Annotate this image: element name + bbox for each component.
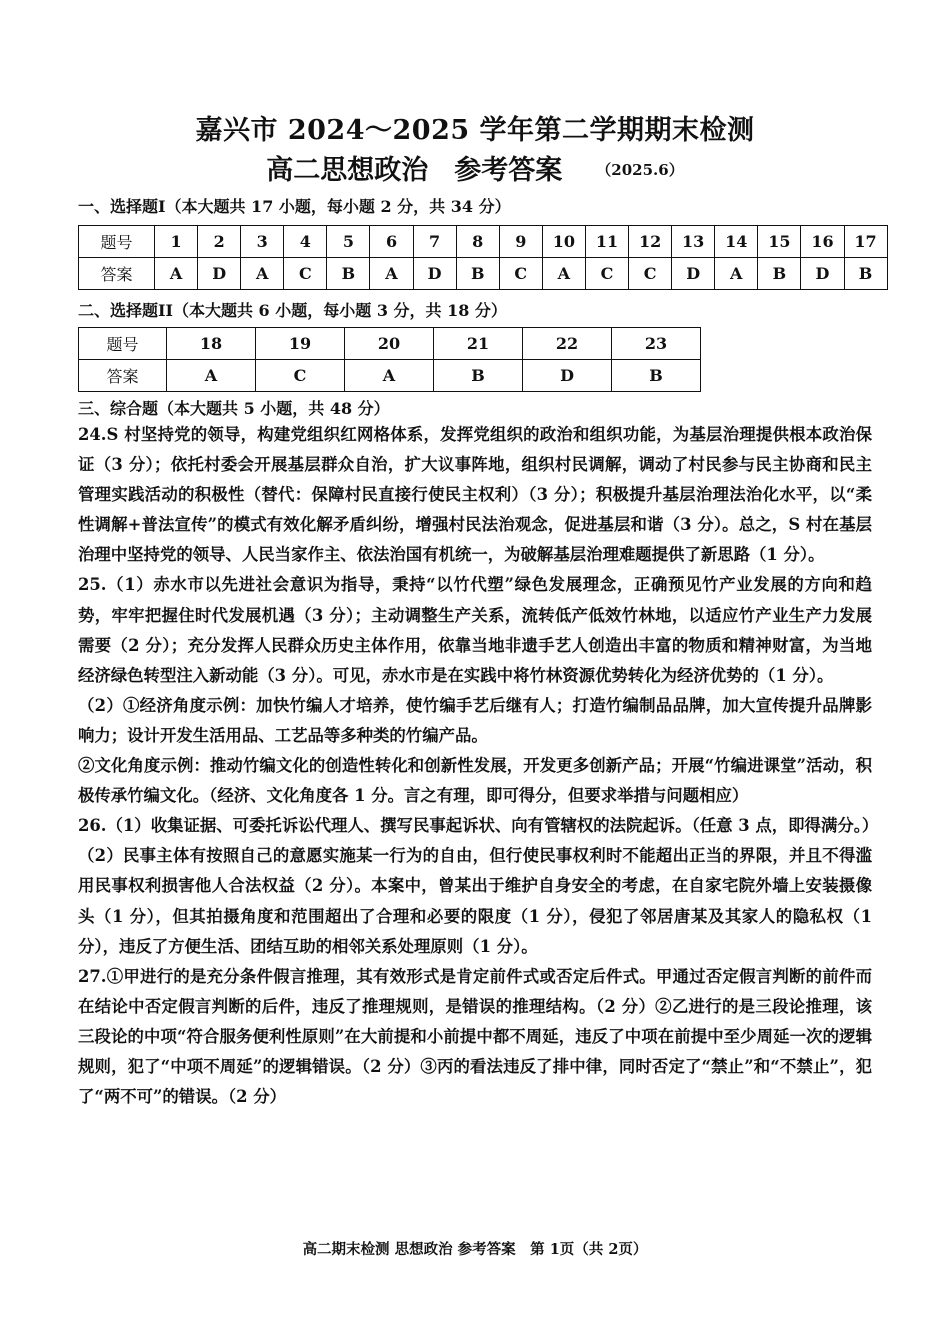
answer-title: 参考答案	[454, 155, 563, 186]
question-number: 2	[198, 226, 241, 258]
answer-cell: B	[758, 258, 801, 290]
question-number-label: 题号	[79, 328, 167, 360]
answer-cell: D	[198, 258, 241, 290]
section3-heading: 三、综合题（本大题共 5 小题，共 48 分）	[78, 399, 390, 418]
question-number: 11	[585, 226, 628, 258]
answer-cell: C	[284, 258, 327, 290]
section1-heading: 一、选择题I（本大题共 17 小题，每小题 2 分，共 34 分）	[78, 197, 511, 216]
table-row	[79, 226, 888, 258]
answer-label: 答案	[79, 258, 155, 290]
question-number: 4	[284, 226, 327, 258]
answer-paragraph-25-2-culture: ②文化角度示例：推动竹编文化的创造性转化和创新性发展，开发更多创新产品；开展“竹编进课堂”活动，积极传承竹编文化。（经济、文化角度各 1 分。言之有理，即可得分，但要求举措与问题相应）	[78, 756, 872, 806]
answer-cell: A	[241, 258, 284, 290]
question-number: 10	[542, 226, 585, 258]
document-subtitle	[0, 148, 950, 187]
question-number: 8	[456, 226, 499, 258]
answer-cell: A	[370, 258, 413, 290]
answer-paragraph-25-1: 25.（1）赤水市以先进社会意识为指导，秉持“以竹代塑”绿色发展理念，正确预见竹产业发展的方向和趋势，牢牢把握住时代发展机遇（3 分）；主动调整生产关系，流转低产低效竹林地，以适应竹产业生产力发展需要（2 分）；充分发挥人民群众历史主体作用，依靠当地非遗手艺人创造出丰富的物质和精神财富，为当地经济绿色转型注入新动能（3 分）。可见，赤水市是在实践中将竹林资源优势转化为经济优势的（1 分）。	[78, 575, 872, 685]
answer-paragraph-24: 24.S 村坚持党的领导，构建党组织红网格体系，发挥党组织的政治和组织功能，为基层治理提供根本政治保证（3 分）；依托村委会开展基层群众自治，扩大议事阵地，组织村民调解，调动了村民参与民主协商和民主管理实践活动的积极性（替代：保障村民直接行使民主权利）（3 分）；积极提升基层治理法治化水平，以“柔性调解+普法宣传”的模式有效化解矛盾纠纷，增强村民法治观念，促进基层和谐（3 分）。总之，S 村在基层治理中坚持党的领导、人民当家作主、依法治国有机统一，为破解基层治理难题提供了新思路（1 分）。	[78, 425, 872, 565]
answer-paragraph-26-1: 26.（1）收集证据、可委托诉讼代理人、撰写民事起诉状、向有管辖权的法院起诉。（任意 3 点，即得满分。）	[78, 816, 879, 836]
table-row	[79, 328, 701, 360]
answer-cell: A	[715, 258, 758, 290]
question-number: 13	[672, 226, 715, 258]
answer-cell: C	[629, 258, 672, 290]
question-number: 23	[612, 328, 701, 360]
answer-cell: C	[499, 258, 542, 290]
answer-cell: D	[801, 258, 844, 290]
answer-cell: C	[585, 258, 628, 290]
answer-cell: A	[542, 258, 585, 290]
answer-paragraph-27: 27.①甲进行的是充分条件假言推理，其有效形式是肯定前件式或否定后件式。甲通过否定假言判断的前件而在结论中否定假言判断的后件，违反了推理规则，是错误的推理结构。（2 分）②乙进行的是三段论推理，该三段论的中项“符合服务便利性原则”在大前提和小前提中都不周延，违反了中项在前提中至少周延一次的逻辑规则，犯了“中项不周延”的逻辑错误。（2 分）③丙的看法违反了排中律，同时否定了“禁止”和“不禁止”，犯了“两不可”的错误。（2 分）	[78, 966, 872, 1107]
table-row	[79, 258, 888, 290]
question-number: 19	[256, 328, 345, 360]
answer-paragraph-26-2: （2）民事主体有按照自己的意愿实施某一行为的自由，但行使民事权利时不能超出正当的界限，并且不得滥用民事权利损害他人合法权益（2 分）。本案中，曾某出于维护自身安全的考虑，在自家宅院外墙上安装摄像头（1 分），但其拍摄角度和范围超出了合理和必要的限度（1 分），侵犯了邻居唐某及其家人的隐私权（1 分），违反了方便生活、团结互助的相邻关系处理原则（1 分）。	[78, 846, 872, 956]
answer-label: 答案	[79, 360, 167, 392]
document-title: 嘉兴市 2024～2025 学年第二学期期末检测	[195, 115, 755, 146]
question-number: 20	[345, 328, 434, 360]
question-number: 12	[629, 226, 672, 258]
question-number: 15	[758, 226, 801, 258]
question-number: 18	[167, 328, 256, 360]
answer-cell: A	[167, 360, 256, 392]
section2-answer-table	[78, 327, 701, 392]
section1-answer-table	[78, 225, 888, 290]
question-number: 14	[715, 226, 758, 258]
page-footer: 高二期末检测 思想政治 参考答案 第 1页（共 2页）	[302, 1241, 648, 1258]
subject-title: 高二思想政治	[266, 155, 429, 186]
question-number-label: 题号	[79, 226, 155, 258]
answer-cell: B	[327, 258, 370, 290]
question-number: 1	[155, 226, 198, 258]
answer-cell: D	[413, 258, 456, 290]
answer-cell: B	[456, 258, 499, 290]
answer-cell: A	[345, 360, 434, 392]
question-number: 6	[370, 226, 413, 258]
question-number: 22	[523, 328, 612, 360]
question-number: 21	[434, 328, 523, 360]
question-number: 9	[499, 226, 542, 258]
answer-cell: B	[434, 360, 523, 392]
question-number: 3	[241, 226, 284, 258]
answer-paragraph-25-2-economy: （2）①经济角度示例：加快竹编人才培养，使竹编手艺后继有人；打造竹编制品品牌，加大宣传提升品牌影响力；设计开发生活用品、工艺品等多种类的竹编产品。	[78, 695, 872, 745]
answer-cell: D	[523, 360, 612, 392]
question-number: 17	[844, 226, 887, 258]
answer-cell: C	[256, 360, 345, 392]
answer-cell: B	[612, 360, 701, 392]
question-number: 16	[801, 226, 844, 258]
exam-date: （2025.6）	[596, 161, 684, 179]
comprehensive-answers	[78, 420, 879, 1112]
answer-cell: D	[672, 258, 715, 290]
section2-heading: 二、选择题II（本大题共 6 小题，每小题 3 分，共 18 分）	[78, 301, 507, 320]
question-number: 7	[413, 226, 456, 258]
question-number: 5	[327, 226, 370, 258]
answer-cell: A	[155, 258, 198, 290]
table-row	[79, 360, 701, 392]
answer-cell: B	[844, 258, 887, 290]
